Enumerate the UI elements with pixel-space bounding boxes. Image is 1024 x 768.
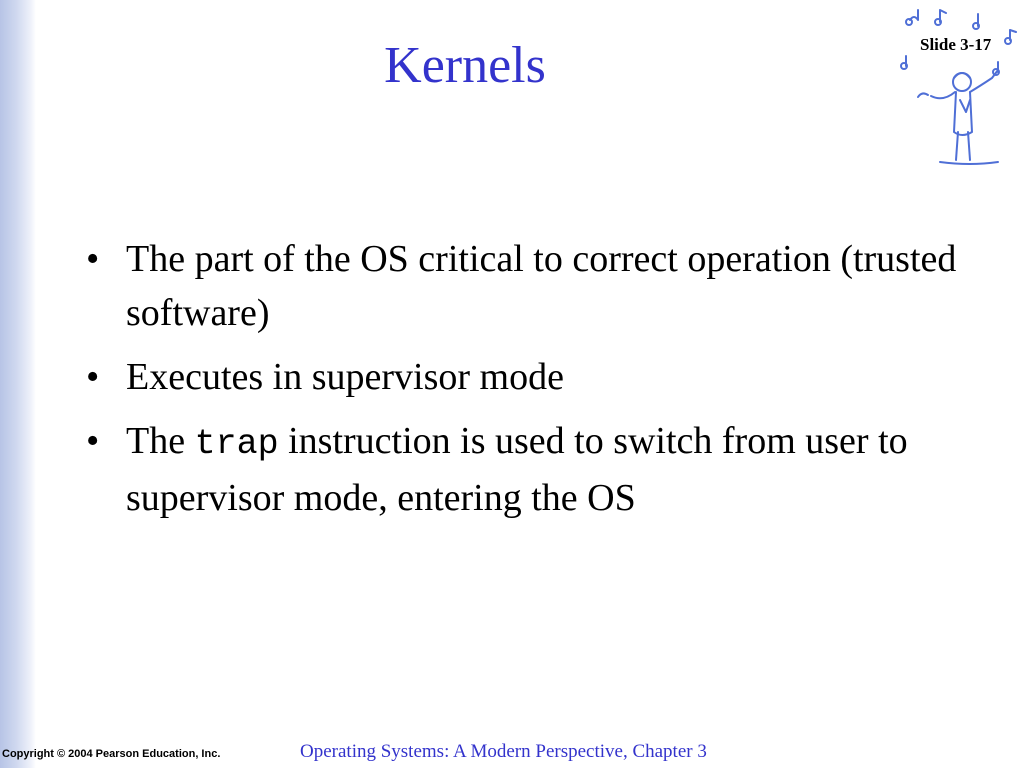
bullet-text: Executes in supervisor mode xyxy=(126,356,564,398)
bullet-marker: • xyxy=(86,356,100,398)
bullet-text-before: The xyxy=(126,420,195,462)
footer-book-title: Operating Systems: A Modern Perspective, Chapter 3 xyxy=(300,741,707,762)
bullet-item xyxy=(86,232,966,340)
bullet-item xyxy=(86,350,966,404)
copyright-notice: Copyright © 2004 Pearson Education, Inc. xyxy=(2,748,221,760)
bullet-text xyxy=(126,420,908,519)
slide-title: Kernels xyxy=(384,37,546,94)
bullet-item xyxy=(86,414,966,525)
bullet-marker: • xyxy=(86,238,100,280)
bullet-text-after: instruction is used to switch from user to supervisor mode, entering the OS xyxy=(126,420,908,519)
bullet-list xyxy=(86,232,966,535)
bullet-text: The part of the OS critical to correct operation (trusted software) xyxy=(126,238,957,334)
conductor-with-music-notes-icon xyxy=(900,0,1024,172)
left-sidebar-gradient xyxy=(0,0,36,768)
bullet-marker: • xyxy=(86,420,100,462)
slide-number: Slide 3-17 xyxy=(920,35,992,54)
code-trap: trap xyxy=(194,424,279,464)
